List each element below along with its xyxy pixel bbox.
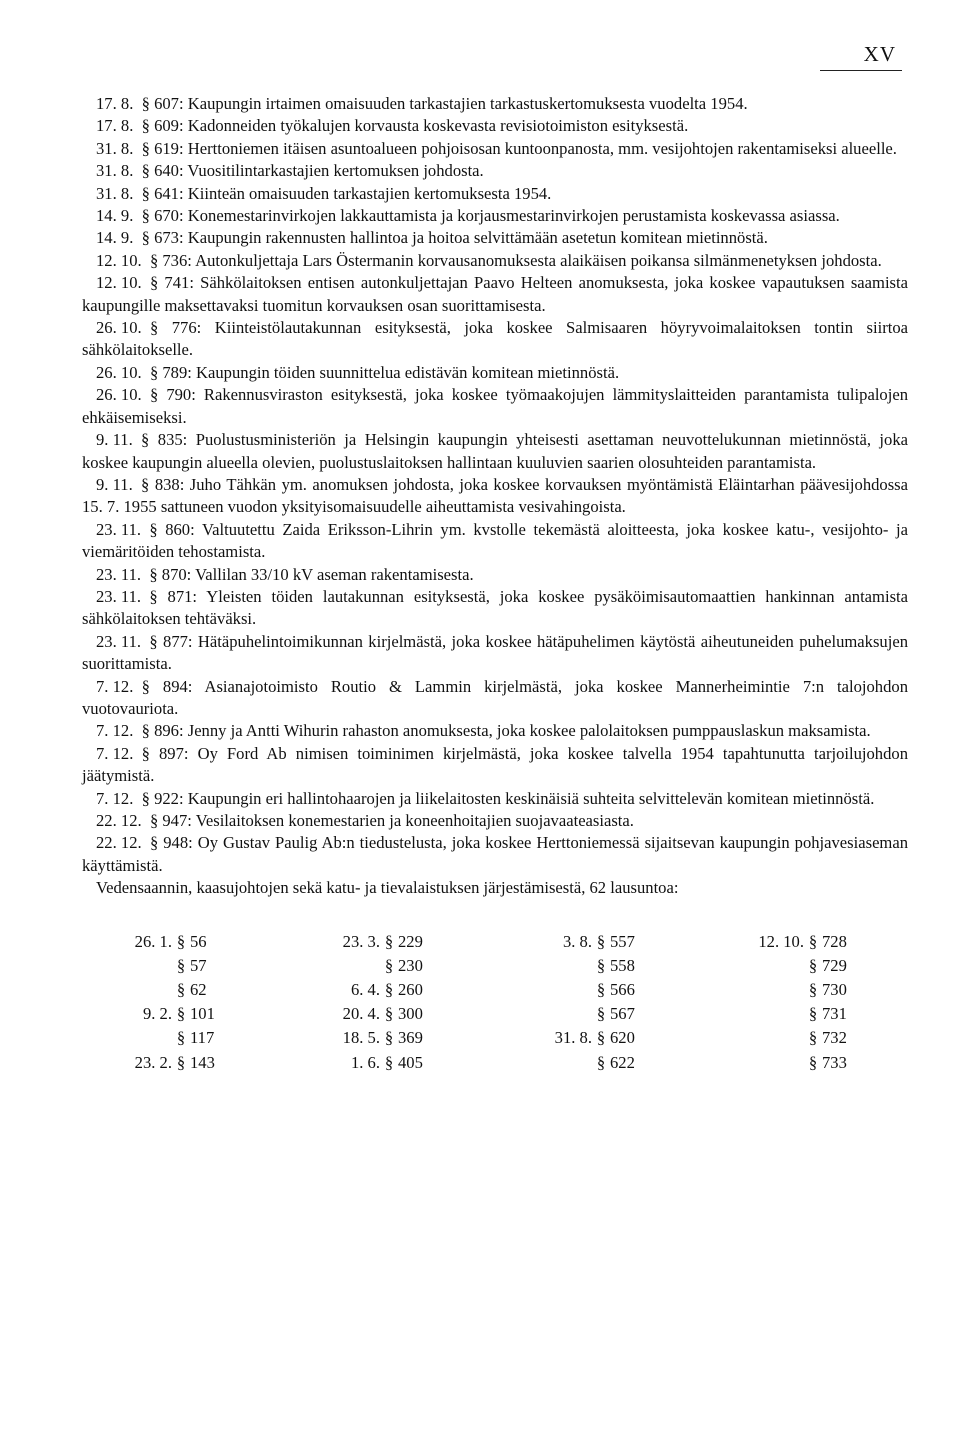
entry-item bbox=[82, 631, 908, 676]
entry-date: 31. 8. bbox=[96, 183, 134, 203]
reference-number: 101 bbox=[190, 1004, 215, 1024]
reference-date: 6. 4. bbox=[350, 980, 380, 999]
entry-date: 7. 12. bbox=[96, 743, 134, 763]
entry-item bbox=[82, 160, 908, 182]
reference-number: 566 bbox=[610, 980, 635, 999]
section-sign: § bbox=[596, 1028, 606, 1048]
entry-item bbox=[82, 250, 908, 272]
entry-date: 17. 8. bbox=[96, 116, 134, 136]
entry-date: 12. 10. bbox=[96, 250, 142, 270]
entry-list bbox=[82, 93, 908, 877]
reference-number: 56 bbox=[190, 931, 207, 951]
reference-column bbox=[318, 930, 436, 1075]
entry-item bbox=[82, 743, 908, 788]
reference-row bbox=[530, 930, 648, 954]
entry-date: 12. 10. bbox=[96, 273, 142, 293]
reference-row bbox=[530, 1051, 648, 1075]
reference-date: 26. 1. bbox=[134, 931, 172, 951]
reference-date: 12. 10. bbox=[758, 931, 804, 951]
section-sign: § bbox=[596, 1004, 606, 1024]
entry-date: 14. 9. bbox=[96, 228, 134, 248]
section-sign: § bbox=[384, 1028, 394, 1048]
reference-row bbox=[318, 930, 436, 954]
reference-number: 731 bbox=[822, 1004, 847, 1024]
entry-item bbox=[82, 474, 908, 519]
entry-date: 26. 10. bbox=[96, 318, 142, 338]
entry-item bbox=[82, 115, 908, 137]
section-sign: § bbox=[808, 931, 818, 951]
entry-text: § 619: Herttoniemen itäisen asuntoalueen pohjoisosan kuntoonpanosta, mm. vesijohtojen rakentamiseksi alueelle. bbox=[141, 138, 897, 158]
document-page bbox=[82, 42, 908, 1090]
section-sign: § bbox=[176, 1052, 186, 1072]
reference-row bbox=[742, 978, 860, 1002]
reference-number: 557 bbox=[610, 931, 635, 951]
entry-text: § 870: Vallilan 33/10 kV aseman rakentamisesta. bbox=[149, 564, 474, 584]
section-sign: § bbox=[808, 1052, 818, 1072]
reference-row bbox=[318, 978, 436, 1002]
reference-number: 620 bbox=[610, 1028, 635, 1048]
entry-item bbox=[82, 205, 908, 227]
reference-number: 730 bbox=[822, 980, 847, 999]
reference-date: 1. 6. bbox=[350, 1052, 380, 1072]
entry-date: 22. 12. bbox=[96, 811, 142, 830]
entry-text: § 776: Kiinteistölautakunnan esityksestä, joka koskee Salmisaaren höyryvoimalaitoksen tontin siirtoa sähkölaitokselle. bbox=[82, 318, 908, 360]
entry-date: 9. 11. bbox=[96, 474, 133, 494]
entry-text: § 896: Jenny ja Antti Wihurin rahaston anomuksesta, joka koskee palolaitoksen pumppauslaskun maksamista. bbox=[141, 721, 871, 741]
reference-date: 9. 2. bbox=[142, 1004, 172, 1024]
entry-text: § 741: Sähkölaitoksen entisen autonkuljettajan Paavo Helteen anomuksesta, joka koskee vapautuksen saamista kaupungille maksettavaksi tuomitun korvauksen osan suorittamisesta. bbox=[82, 273, 908, 315]
entry-item bbox=[82, 564, 908, 586]
entry-item bbox=[82, 272, 908, 317]
reference-date: 18. 5. bbox=[342, 1028, 380, 1048]
section-sign: § bbox=[384, 955, 394, 975]
entry-item bbox=[82, 384, 908, 429]
reference-row bbox=[530, 1026, 648, 1050]
entry-date: 7. 12. bbox=[96, 721, 134, 741]
entry-date: 23. 11. bbox=[96, 564, 142, 584]
page-number-rule bbox=[820, 70, 902, 71]
section-sign: § bbox=[176, 931, 186, 951]
entry-date: 23. 11. bbox=[96, 631, 142, 651]
section-sign: § bbox=[384, 931, 394, 951]
section-sign: § bbox=[384, 1052, 394, 1072]
entry-text: § 922: Kaupungin eri hallintohaarojen ja liikelaitosten keskinäisiä suhteita selvittelevän komitean mietinnöstä. bbox=[141, 788, 875, 808]
entry-item bbox=[82, 183, 908, 205]
reference-number: 62 bbox=[190, 980, 207, 999]
entry-date: 26. 10. bbox=[96, 385, 142, 405]
reference-number: 567 bbox=[610, 1004, 635, 1024]
reference-date: 23. 3. bbox=[342, 931, 380, 951]
reference-number: 732 bbox=[822, 1028, 847, 1048]
entry-date: 31. 8. bbox=[96, 138, 134, 158]
entry-item bbox=[82, 227, 908, 249]
entry-item bbox=[82, 676, 908, 721]
reference-number: 728 bbox=[822, 931, 847, 951]
section-sign: § bbox=[384, 980, 394, 999]
entry-date: 23. 11. bbox=[96, 586, 142, 606]
reference-column bbox=[742, 930, 860, 1075]
reference-number: 143 bbox=[190, 1052, 215, 1072]
reference-row bbox=[530, 1002, 648, 1026]
entry-text: § 789: Kaupungin töiden suunnittelua edistävän komitean mietinnöstä. bbox=[149, 362, 620, 382]
entry-item bbox=[82, 317, 908, 362]
reference-row bbox=[110, 1002, 228, 1026]
entry-item bbox=[82, 429, 908, 474]
reference-row bbox=[742, 1051, 860, 1075]
reference-row bbox=[110, 1051, 228, 1075]
page-number: XV bbox=[863, 42, 896, 66]
entry-date: 31. 8. bbox=[96, 161, 134, 181]
entry-text: § 894: Asianajotoimisto Routio & Lammin kirjelmästä, joka koskee Mannerheimintie 7:n talojohdon vuotovauriota. bbox=[82, 676, 908, 718]
entry-date: 17. 8. bbox=[96, 94, 134, 113]
entry-item bbox=[82, 788, 908, 810]
section-sign: § bbox=[596, 931, 606, 951]
entry-date: 23. 11. bbox=[96, 519, 142, 539]
entry-item bbox=[82, 720, 908, 742]
summary-line: Vedensaannin, kaasujohtojen sekä katu- ja tievalaistuksen järjestämisestä, 62 lausuntoa: bbox=[96, 878, 679, 898]
reference-column bbox=[110, 930, 228, 1075]
reference-row bbox=[742, 930, 860, 954]
reference-row bbox=[318, 954, 436, 978]
reference-row bbox=[742, 1002, 860, 1026]
reference-column bbox=[530, 930, 648, 1075]
section-sign: § bbox=[808, 1004, 818, 1024]
entry-item bbox=[82, 519, 908, 564]
reference-row bbox=[110, 978, 228, 1002]
reference-row bbox=[318, 1051, 436, 1075]
entry-item bbox=[82, 810, 908, 832]
reference-number: 57 bbox=[190, 955, 207, 975]
reference-date: 3. 8. bbox=[562, 931, 592, 951]
entry-item bbox=[82, 93, 908, 115]
reference-number: 230 bbox=[398, 955, 423, 975]
reference-row bbox=[110, 1026, 228, 1050]
entry-text: § 835: Puolustusministeriön ja Helsingin kaupungin yhteisesti asettaman neuvottelukunnan mietinnöstä, joka koskee kaupungin alueella olevien, puolustuslaitoksen hallintaan kuuluvien saarien olosuhteiden parantamista. bbox=[82, 430, 908, 472]
entry-text: § 670: Konemestarinvirkojen lakkauttamista ja korjausmestarinvirkojen perustamista koskevassa asiassa. bbox=[141, 206, 840, 226]
entry-item bbox=[82, 138, 908, 160]
reference-row bbox=[110, 930, 228, 954]
reference-row bbox=[742, 954, 860, 978]
reference-date: 23. 2. bbox=[134, 1052, 172, 1072]
reference-row bbox=[318, 1002, 436, 1026]
section-sign: § bbox=[176, 1004, 186, 1024]
entry-text: § 860: Valtuutettu Zaida Eriksson-Lihrin ym. kvstolle tekemästä aloitteesta, joka koskee katu-, vesijohto- ja viemäritöiden tehostamista. bbox=[82, 519, 908, 562]
section-sign: § bbox=[596, 980, 606, 999]
reference-date: 31. 8. bbox=[554, 1028, 592, 1048]
reference-number: 733 bbox=[822, 1052, 847, 1072]
section-sign: § bbox=[176, 1028, 186, 1048]
entry-date: 7. 12. bbox=[96, 676, 134, 696]
reference-number: 369 bbox=[398, 1028, 423, 1048]
entry-date: 9. 11. bbox=[96, 430, 133, 450]
entry-text: § 838: Juho Tähkän ym. anomuksen johdosta, joka koskee korvauksen myöntämistä Eläintarhan päävesijohdossa 15. 7. 1955 sattuneen vuodon yksityisomaisuudelle aiheuttamista vesivahingoista. bbox=[82, 474, 908, 517]
entry-text: § 877: Hätäpuhelintoimikunnan kirjelmästä, joka koskee hätäpuhelimen käytöstä aiheutuneiden puhelumaksujen suorittamista. bbox=[82, 631, 908, 674]
entry-text: § 609: Kadonneiden työkalujen korvausta koskevasta revisiotoimiston esityksestä. bbox=[141, 116, 689, 136]
reference-number: 729 bbox=[822, 955, 847, 975]
section-sign: § bbox=[808, 1028, 818, 1048]
entry-text: § 640: Vuositilintarkastajien kertomuksen johdosta. bbox=[141, 161, 484, 181]
entry-date: 26. 10. bbox=[96, 362, 142, 382]
entry-date: 14. 9. bbox=[96, 206, 134, 226]
entry-text: § 897: Oy Ford Ab nimisen toiminimen kirjelmästä, joka koskee talvella 1954 tapahtunutta tarjoilujohdon jäätymistä. bbox=[82, 743, 908, 786]
section-sign: § bbox=[596, 1052, 606, 1072]
reference-date: 20. 4. bbox=[342, 1004, 380, 1024]
reference-row bbox=[742, 1026, 860, 1050]
reference-number: 622 bbox=[610, 1052, 635, 1072]
entry-text: § 790: Rakennusviraston esityksestä, joka koskee työmaakojujen lämmityslaitteiden parantamista tulipalojen ehkäisemiseksi. bbox=[82, 385, 908, 427]
entry-item bbox=[82, 586, 908, 631]
entry-date: 7. 12. bbox=[96, 788, 134, 808]
section-sign: § bbox=[808, 980, 818, 999]
reference-number: 405 bbox=[398, 1052, 423, 1072]
section-sign: § bbox=[384, 1004, 394, 1024]
entry-item bbox=[82, 832, 908, 877]
reference-number: 260 bbox=[398, 980, 423, 999]
reference-number: 558 bbox=[610, 955, 635, 975]
entry-text: § 673: Kaupungin rakennusten hallintoa ja hoitoa selvittämään asetetun komitean mietinnöstä. bbox=[141, 228, 768, 248]
reference-row bbox=[530, 978, 648, 1002]
reference-table bbox=[82, 930, 908, 1090]
section-sign: § bbox=[176, 955, 186, 975]
entry-date: 22. 12. bbox=[96, 833, 142, 853]
reference-number: 300 bbox=[398, 1004, 423, 1024]
section-sign: § bbox=[596, 955, 606, 975]
section-sign: § bbox=[808, 955, 818, 975]
reference-row bbox=[530, 954, 648, 978]
entry-text: § 736: Autonkuljettaja Lars Östermanin korvausanomuksesta alaikäisen poikansa silmänmenetyksen johdosta. bbox=[149, 250, 882, 270]
entry-text: § 641: Kiinteän omaisuuden tarkastajien kertomuksesta 1954. bbox=[141, 183, 552, 203]
reference-number: 117 bbox=[190, 1028, 215, 1048]
section-sign: § bbox=[176, 980, 186, 999]
entry-text: § 871: Yleisten töiden lautakunnan esityksestä, joka koskee pysäköimisautomaattien hankinnan antamista sähkölaitoksen tehtäväksi. bbox=[82, 586, 908, 629]
reference-row bbox=[110, 954, 228, 978]
entry-text: § 947: Vesilaitoksen konemestarien ja koneenhoitajien suojavaateasiasta. bbox=[149, 811, 634, 830]
entry-text: § 948: Oy Gustav Paulig Ab:n tiedustelusta, joka koskee Herttoniemessä sijaitsevan kaupungin pohjavesiaseman käyttämistä. bbox=[82, 833, 908, 875]
entry-item bbox=[82, 362, 908, 384]
reference-number: 229 bbox=[398, 931, 423, 951]
reference-row bbox=[318, 1026, 436, 1050]
entry-text: § 607: Kaupungin irtaimen omaisuuden tarkastajien tarkastuskertomuksesta vuodelta 1954. bbox=[141, 94, 748, 113]
